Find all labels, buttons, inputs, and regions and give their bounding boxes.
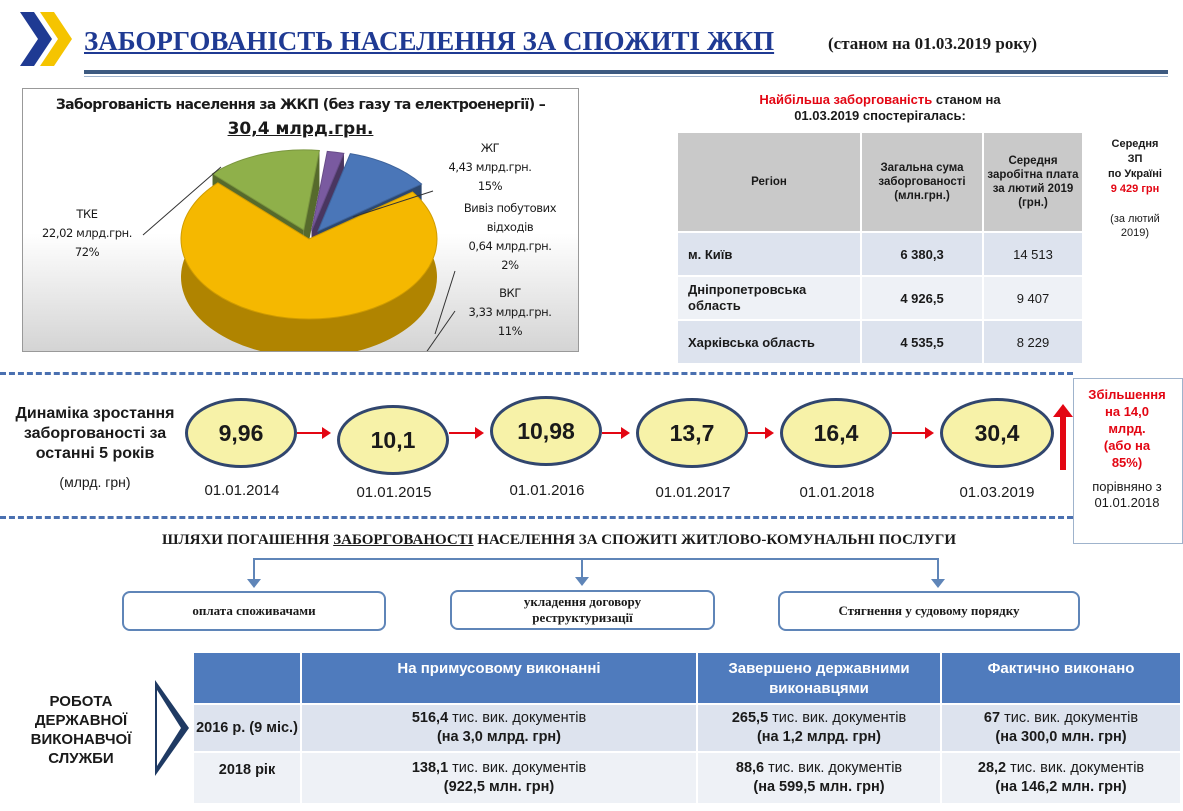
execution-num: 88,6 (735, 760, 765, 776)
chevron-right-icon-inner (157, 690, 181, 766)
timeline-date: 01.01.2016 (509, 482, 585, 499)
region-salary: 9 407 (983, 276, 1083, 320)
timeline-date: 01.01.2018 (799, 484, 875, 501)
increase-compare-line: 01.01.2018 (1094, 495, 1160, 510)
page-title: ЗАБОРГОВАНІСТЬ НАСЕЛЕННЯ ЗА СПОЖИТІ ЖКП (84, 26, 775, 56)
avg-salary-note-line1: (за лютий (1110, 213, 1160, 225)
dynamics-unit: (млрд. грн) (59, 474, 131, 490)
timeline-date: 01.01.2014 (204, 482, 280, 499)
region-salary: 8 229 (983, 320, 1083, 364)
execution-row-label: 2018 рік (193, 752, 301, 804)
region-salary: 14 513 (983, 232, 1083, 276)
way-box-restructuring: укладення договору реструктуризації (450, 590, 715, 630)
execution-header-row (193, 652, 1181, 704)
slice-name-line2: відходів (486, 220, 534, 234)
ways-title-mid: ЗАБОРГОВАНОСТІ (333, 532, 474, 548)
slice-name: ТКЕ (76, 207, 98, 221)
regions-header-row (677, 132, 1083, 232)
execution-num: 28,2 (977, 760, 1007, 776)
pie-label-vkg (455, 284, 565, 341)
execution-num: 138,1 (411, 760, 449, 776)
pie-label-tke (31, 205, 143, 262)
ways-arrow-down-icon (253, 558, 255, 582)
regions-intro-highlight: Найбільша заборгованість (759, 92, 933, 107)
regions-intro (700, 92, 1060, 124)
execution-row-label: 2016 р. (9 міс.) (193, 704, 301, 752)
execution-row (193, 752, 1181, 804)
pie-leader-line (423, 311, 455, 351)
timeline-arrow-icon (602, 432, 628, 434)
slice-value: 22,02 млрд.грн. (41, 226, 133, 240)
execution-row (193, 704, 1181, 752)
way-box-payment: оплата споживачами (122, 591, 386, 631)
execution-num: 516,4 (411, 710, 449, 726)
execution-cell (301, 704, 697, 752)
execution-unit: тис. вик. документів (768, 710, 907, 726)
execution-header-empty (193, 652, 301, 704)
execution-table (192, 651, 1182, 805)
execution-sum: (на 300,0 млн. грн) (995, 729, 1127, 745)
execution-num: 67 (983, 710, 1001, 726)
execution-header: Фактично виконано (941, 652, 1181, 704)
timeline-date: 01.03.2019 (959, 484, 1035, 501)
avg-salary-line3: по Україні (1108, 168, 1162, 180)
execution-sum: (на 599,5 млн. грн) (753, 779, 885, 795)
pie-chart-panel (22, 88, 579, 352)
region-debt: 4 926,5 (861, 276, 983, 320)
header-divider (84, 70, 1168, 74)
execution-side-label: РОБОТА ДЕРЖАВНОЇ ВИКОНАВЧОЇ СЛУЖБИ (30, 693, 132, 767)
up-arrow-icon (1060, 416, 1066, 470)
timeline-arrow-icon (297, 432, 329, 434)
increase-line: 85%) (1111, 455, 1143, 470)
page-subtitle: (станом на 01.03.2019 року) (828, 34, 1038, 53)
timeline-value: 13,7 (636, 398, 748, 468)
pie-title: Заборгованість населення за ЖКП (без газу та електроенергії) – (55, 97, 546, 113)
ways-title-post: НАСЕЛЕННЯ ЗА СПОЖИТІ ЖИТЛОВО-КОМУНАЛЬНІ ПОСЛУГИ (473, 532, 956, 548)
timeline-value: 30,4 (940, 398, 1054, 468)
slice-value: 3,33 млрд.грн. (468, 305, 552, 319)
timeline-arrow-icon (748, 432, 772, 434)
regions-row (677, 320, 1083, 364)
regions-intro-rest: станом на (932, 92, 1001, 107)
execution-header: Завершено державними виконавцями (697, 652, 941, 704)
avg-salary-note-line2: 2019) (1120, 227, 1150, 239)
ways-arrow-down-icon (581, 558, 583, 580)
timeline-value: 10,98 (490, 396, 602, 466)
slice-name: ЖГ (480, 141, 500, 155)
ways-arrow-down-icon (937, 558, 939, 582)
region-debt: 4 535,5 (861, 320, 983, 364)
region-debt: 6 380,3 (861, 232, 983, 276)
timeline-value: 9,96 (185, 398, 297, 468)
ways-title (104, 532, 1014, 549)
execution-cell (301, 752, 697, 804)
timeline-value: 16,4 (780, 398, 892, 468)
execution-num: 265,5 (731, 710, 769, 726)
slice-value: 4,43 млрд.грн. (448, 160, 532, 174)
slice-percent: 11% (497, 324, 523, 338)
regions-header-salary: Середня заробітна плата за лютий 2019 (грн.) (983, 132, 1083, 232)
way-box-court: Стягнення у судовому порядку (778, 591, 1080, 631)
slice-percent: 72% (74, 245, 100, 259)
logo-chevrons (14, 8, 84, 70)
execution-cell (941, 752, 1181, 804)
increase-line: Збільшення (1088, 387, 1166, 402)
timeline-arrow-icon (449, 432, 482, 434)
timeline-value: 10,1 (337, 405, 449, 475)
ways-title-pre: ШЛЯХИ ПОГАШЕННЯ (161, 532, 334, 548)
increase-text (1073, 386, 1181, 471)
pie-label-zhg (435, 139, 545, 196)
slice-percent: 15% (477, 179, 503, 193)
slice-percent: 2% (501, 258, 519, 272)
regions-header-region: Регіон (677, 132, 861, 232)
ways-connector (253, 558, 939, 560)
slice-value: 0,64 млрд.грн. (468, 239, 552, 253)
execution-cell (697, 704, 941, 752)
avg-salary-value: 9 429 грн (1110, 183, 1160, 195)
execution-unit: тис. вик. документів (448, 760, 587, 776)
timeline-arrow-icon (892, 432, 932, 434)
header-divider-thin (84, 76, 1168, 77)
increase-compare (1073, 479, 1181, 511)
execution-sum: (на 1,2 млрд. грн) (756, 729, 882, 745)
execution-sum: (922,5 млн. грн) (443, 779, 555, 795)
avg-salary (1098, 137, 1172, 197)
regions-header-debt: Загальна сума заборгованості (млн.грн.) (861, 132, 983, 232)
timeline-date: 01.01.2015 (356, 484, 432, 501)
region-name: м. Київ (677, 232, 861, 276)
execution-header: На примусовому виконанні (301, 652, 697, 704)
regions-row (677, 232, 1083, 276)
timeline-date: 01.01.2017 (655, 484, 731, 501)
section-divider-top (0, 372, 1073, 375)
slice-name-line1: Вивіз побутових (463, 201, 557, 215)
section-divider-bottom (0, 516, 1073, 519)
execution-sum: (на 146,2 млн. грн) (995, 779, 1127, 795)
region-name: Харківська область (677, 320, 861, 364)
pie-label-waste (455, 199, 565, 275)
execution-unit: тис. вик. документів (764, 760, 903, 776)
increase-compare-line: порівняно з (1092, 479, 1162, 494)
avg-salary-note (1098, 212, 1172, 240)
increase-line: (або на (1103, 438, 1151, 453)
slice-name: ВКГ (499, 286, 521, 300)
avg-salary-line2: ЗП (1127, 153, 1143, 165)
execution-unit: тис. вик. документів (448, 710, 587, 726)
regions-intro-line2: 01.03.2019 спостерігалась: (794, 108, 966, 123)
region-name: Дніпропетровська область (677, 276, 861, 320)
pie-total: 30,4 млрд.грн. (227, 119, 374, 139)
regions-table (676, 131, 1084, 365)
increase-line: на 14,0 (1105, 404, 1149, 419)
avg-salary-line1: Середня (1111, 138, 1159, 150)
execution-cell (697, 752, 941, 804)
execution-cell (941, 704, 1181, 752)
regions-row (677, 276, 1083, 320)
dynamics-title: Динаміка зростання заборгованості за останні 5 років (15, 405, 175, 462)
execution-unit: тис. вик. документів (1006, 760, 1145, 776)
execution-unit: тис. вик. документів (1000, 710, 1139, 726)
increase-line: млрд. (1108, 421, 1146, 436)
execution-sum: (на 3,0 млрд. грн) (436, 729, 562, 745)
